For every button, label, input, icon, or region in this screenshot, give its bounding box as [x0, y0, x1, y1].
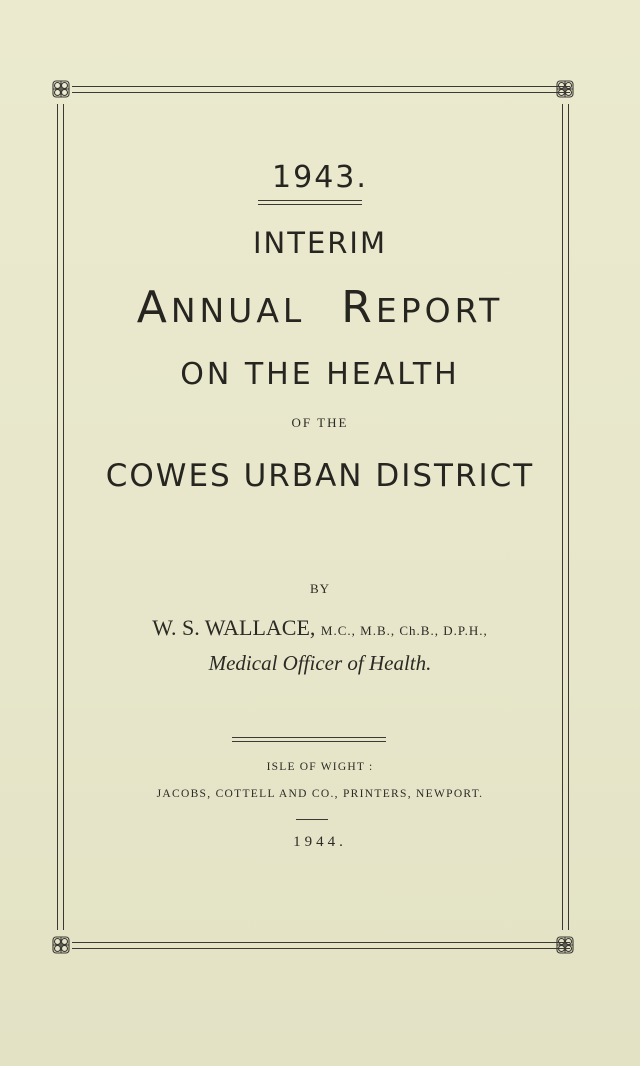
top-border-rule [72, 86, 570, 87]
title-annual-initial: A [136, 282, 171, 333]
author-qualifications: M.C., M.B., Ch.B., D.P.H., [320, 623, 488, 638]
publisher-place: ISLE OF WIGHT : [266, 761, 374, 773]
title-annual-report [0, 282, 640, 333]
corner-knot-icon [51, 79, 71, 99]
corner-knot-icon [51, 935, 71, 955]
bottom-border-rule-inner [72, 948, 570, 949]
title-annual-rest: NNUAL [170, 291, 306, 330]
title-report-initial: R [341, 282, 376, 333]
corner-knot-icon [555, 935, 575, 955]
author-name: W. S. WALLACE, [152, 615, 316, 640]
printer-separator [232, 737, 386, 738]
corner-knot-icon [555, 79, 575, 99]
bottom-border-rule [72, 942, 570, 943]
year-underline-second [258, 204, 362, 205]
author-role: Medical Officer of Health. [208, 651, 432, 675]
printer-separator-second [232, 741, 386, 742]
report-year: 1943. [272, 160, 368, 195]
print-year: 1944. [293, 834, 347, 850]
author-line [0, 615, 640, 641]
printer-credit: JACOBS, COTTELL AND CO., PRINTERS, NEWPORT. [156, 788, 484, 800]
print-year-rule [296, 819, 328, 820]
year-underline [258, 200, 362, 201]
of-the-label: OF THE [291, 415, 349, 430]
title-on-the-health: ON THE HEALTH [180, 357, 460, 392]
by-label: BY [309, 581, 331, 596]
top-border-rule-inner [72, 92, 570, 93]
title-report-rest: EPORT [375, 291, 504, 330]
title-interim: INTERIM [252, 226, 387, 260]
district-name: COWES URBAN DISTRICT [105, 458, 535, 494]
